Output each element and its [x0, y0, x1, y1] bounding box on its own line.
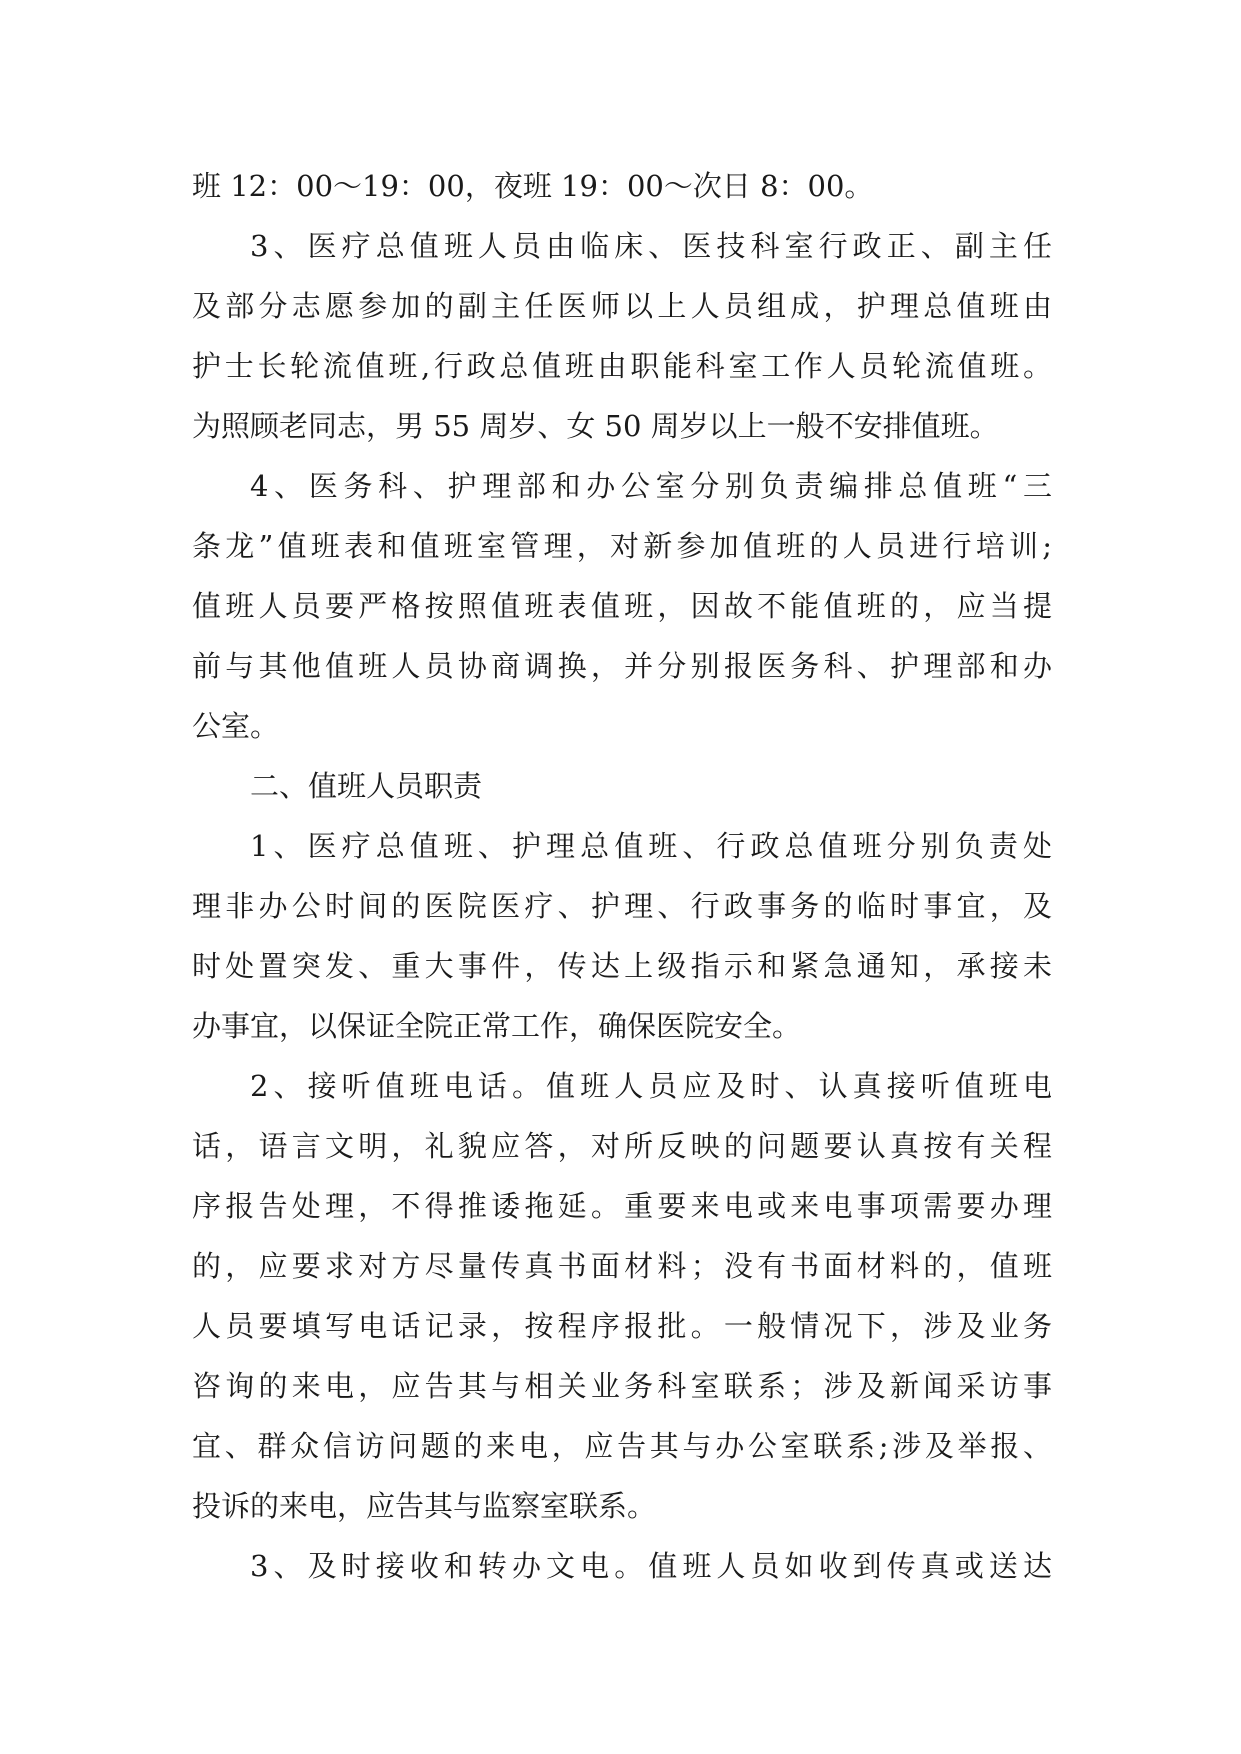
text-line: 条龙”值班表和值班室管理，对新参加值班的人员进行培训;: [192, 529, 1052, 563]
text-line: 咨询的来电，应告其与相关业务科室联系；涉及新闻采访事: [192, 1369, 1052, 1403]
text-line: 宜、群众信访问题的来电，应告其与办公室联系;涉及举报、: [192, 1429, 1052, 1463]
paragraph-first-line: 3、医疗总值班人员由临床、医技科室行政正、副主任: [250, 229, 1052, 263]
paragraph-first-line: 3、及时接收和转办文电。值班人员如收到传真或送达: [250, 1549, 1052, 1583]
text-line: 班 12：00～19：00，夜班 19：00～次日 8：00。: [192, 169, 874, 203]
text-line: 及部分志愿参加的副主任医师以上人员组成，护理总值班由: [192, 289, 1052, 323]
text-line: 序报告处理，不得推诿拖延。重要来电或来电事项需要办理: [192, 1189, 1052, 1223]
paragraph-first-line: 2、接听值班电话。值班人员应及时、认真接听值班电: [250, 1069, 1052, 1103]
text-line: 理非办公时间的医院医疗、护理、行政事务的临时事宜，及: [192, 889, 1052, 923]
text-line: 话，语言文明，礼貌应答，对所反映的问题要认真按有关程: [192, 1129, 1052, 1163]
text-line: 的，应要求对方尽量传真书面材料；没有书面材料的，值班: [192, 1249, 1052, 1283]
text-line: 办事宜，以保证全院正常工作，确保医院安全。: [192, 1009, 802, 1043]
section-heading: 二、值班人员职责: [250, 769, 483, 803]
text-line: 值班人员要严格按照值班表值班，因故不能值班的，应当提: [192, 589, 1052, 623]
text-line: 时处置突发、重大事件，传达上级指示和紧急通知，承接未: [192, 949, 1052, 983]
text-line: 为照顾老同志，男 55 周岁、女 50 周岁以上一般不安排值班。: [192, 409, 999, 443]
text-line: 前与其他值班人员协商调换，并分别报医务科、护理部和办: [192, 649, 1052, 683]
paragraph-first-line: 1、医疗总值班、护理总值班、行政总值班分别负责处: [250, 829, 1052, 863]
paragraph-first-line: 4、医务科、护理部和办公室分别负责编排总值班“三: [250, 469, 1052, 503]
text-line: 投诉的来电，应告其与监察室联系。: [192, 1489, 657, 1523]
text-line: 公室。: [192, 709, 280, 743]
text-line: 人员要填写电话记录，按程序报批。一般情况下，涉及业务: [192, 1309, 1052, 1343]
text-line: 护士长轮流值班,行政总值班由职能科室工作人员轮流值班。: [192, 349, 1052, 383]
